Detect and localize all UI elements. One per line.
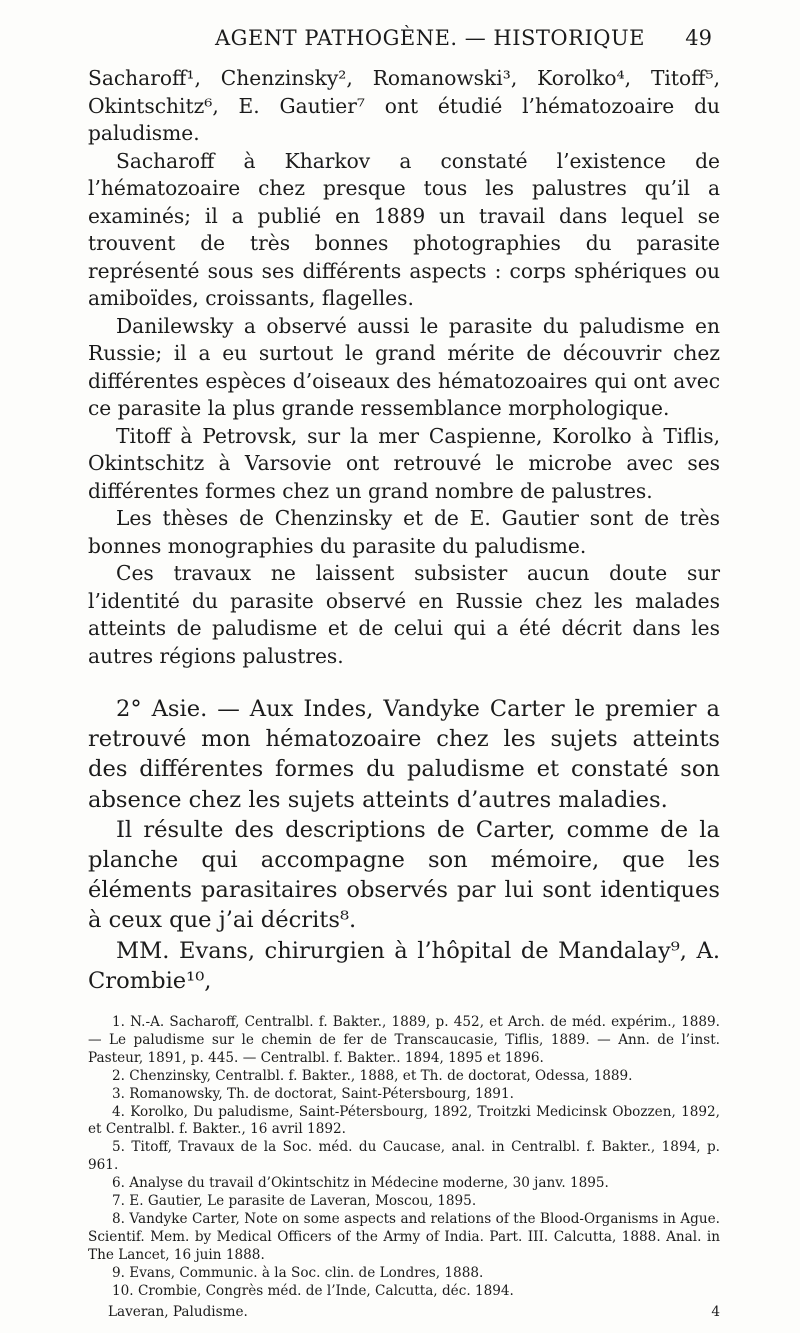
paragraph: Sacharoff à Kharkov a constaté l’existence de l’hématozoaire chez presque tous les palustres qu’il a examinés; il a publié en 1889 un travail dans lequel se trouvent de très bonnes photographies du parasite représenté sous ses différents aspects : corps sphériques ou amiboïdes, croissants, flagelles. [88, 148, 720, 310]
section-paragraph: MM. Evans, chirurgien à l’hôpital de Mandalay⁹, A. Crombie¹⁰, [88, 937, 720, 994]
footnote: 2. Chenzinsky, Centralbl. f. Bakter., 1888, et Th. de doctorat, Odessa, 1889. [112, 1067, 633, 1084]
footnote: 10. Crombie, Congrès méd. de l’Inde, Calcutta, déc. 1894. [112, 1282, 514, 1299]
section-spacer [88, 670, 720, 694]
footnote: 7. E. Gautier, Le parasite de Laveran, Moscou, 1895. [112, 1193, 477, 1210]
signature-title: Laveran, Paludisme. [108, 1304, 248, 1320]
paragraph: Sacharoff¹, Chenzinsky², Romanowski³, Korolko⁴, Titoff⁵, Okintschitz⁶, E. Gautier⁷ ont étudié l’hématozoaire du paludisme. [88, 66, 720, 145]
running-title: AGENT PATHOGÈNE. — HISTORIQUE [215, 26, 645, 50]
footnote: 6. Analyse du travail d’Okintschitz in Médecine moderne, 30 janv. 1895. [112, 1175, 609, 1192]
paragraph: Les thèses de Chenzinsky et de E. Gautier sont de très bonnes monographies du parasite du paludisme. [88, 506, 720, 558]
footnote: 1. N.-A. Sacharoff, Centralbl. f. Bakter., 1889, p. 452, et Arch. de méd. expérim., 1889. — Le paludisme sur le chemin de fer de Transcaucasie, Tiflis, 1889. — Ann. de l’inst. Pasteur, 1891, p. 445. — Centralbl. f. Bakter.. 1894, 1895 et 1896. [88, 1014, 720, 1066]
footnotes [88, 1014, 720, 1301]
main-text [88, 65, 720, 996]
signature-number: 4 [711, 1304, 720, 1320]
section-paragraph: Il résulte des descriptions de Carter, comme de la planche qui accompagne son mémoire, que les éléments parasitaires observés par lui sont identiques à ceux que j’ai décrits⁸. [88, 816, 720, 934]
paragraph: Ces travaux ne laissent subsister aucun doute sur l’identité du parasite observé en Russie chez les malades atteints de paludisme et de celui qui a été décrit dans les autres régions palustres. [88, 561, 720, 668]
paragraph: Titoff à Petrovsk, sur la mer Caspienne, Korolko à Tiflis, Okintschitz à Varsovie ont retrouvé le microbe avec ses différentes formes chez un grand nombre de palustres. [88, 423, 720, 503]
running-header [148, 26, 712, 56]
footnote: 5. Titoff, Travaux de la Soc. méd. du Caucase, anal. in Centralbl. f. Bakter., 1894, p. 961. [88, 1139, 720, 1174]
footnote: 3. Romanowsky, Th. de doctorat, Saint-Pétersbourg, 1891. [112, 1085, 514, 1102]
paragraph: Danilewsky a observé aussi le parasite du paludisme en Russie; il a eu surtout le grand mérite de découvrir chez différentes espèces d’oiseaux des hématozoaires qui ont avec ce parasite la plus grande ressemblance morphologique. [88, 313, 720, 420]
footnote: 8. Vandyke Carter, Note on some aspects and relations of the Blood-Organisms in Ague. Scientif. Mem. by Medical Officers of the Army of India. Part. III. Calcutta, 1888. Anal. in The Lancet, 16 juin 1888. [88, 1210, 720, 1263]
signature-line [108, 1304, 720, 1320]
footnote: 4. Korolko, Du paludisme, Saint-Pétersbourg, 1892, Troitzki Medicinsk Obozzen, 1892, et Centralbl. f. Bakter., 16 avril 1892. [88, 1103, 720, 1138]
page-number: 49 [685, 26, 712, 50]
section-paragraph: 2° Asie. — Aux Indes, Vandyke Carter le premier a retrouvé mon hématozoaire chez les sujets atteints des différentes formes du paludisme et constaté son absence chez les sujets atteints d’autres maladies. [88, 696, 720, 813]
footnote: 9. Evans, Communic. à la Soc. clin. de Londres, 1888. [112, 1264, 484, 1281]
